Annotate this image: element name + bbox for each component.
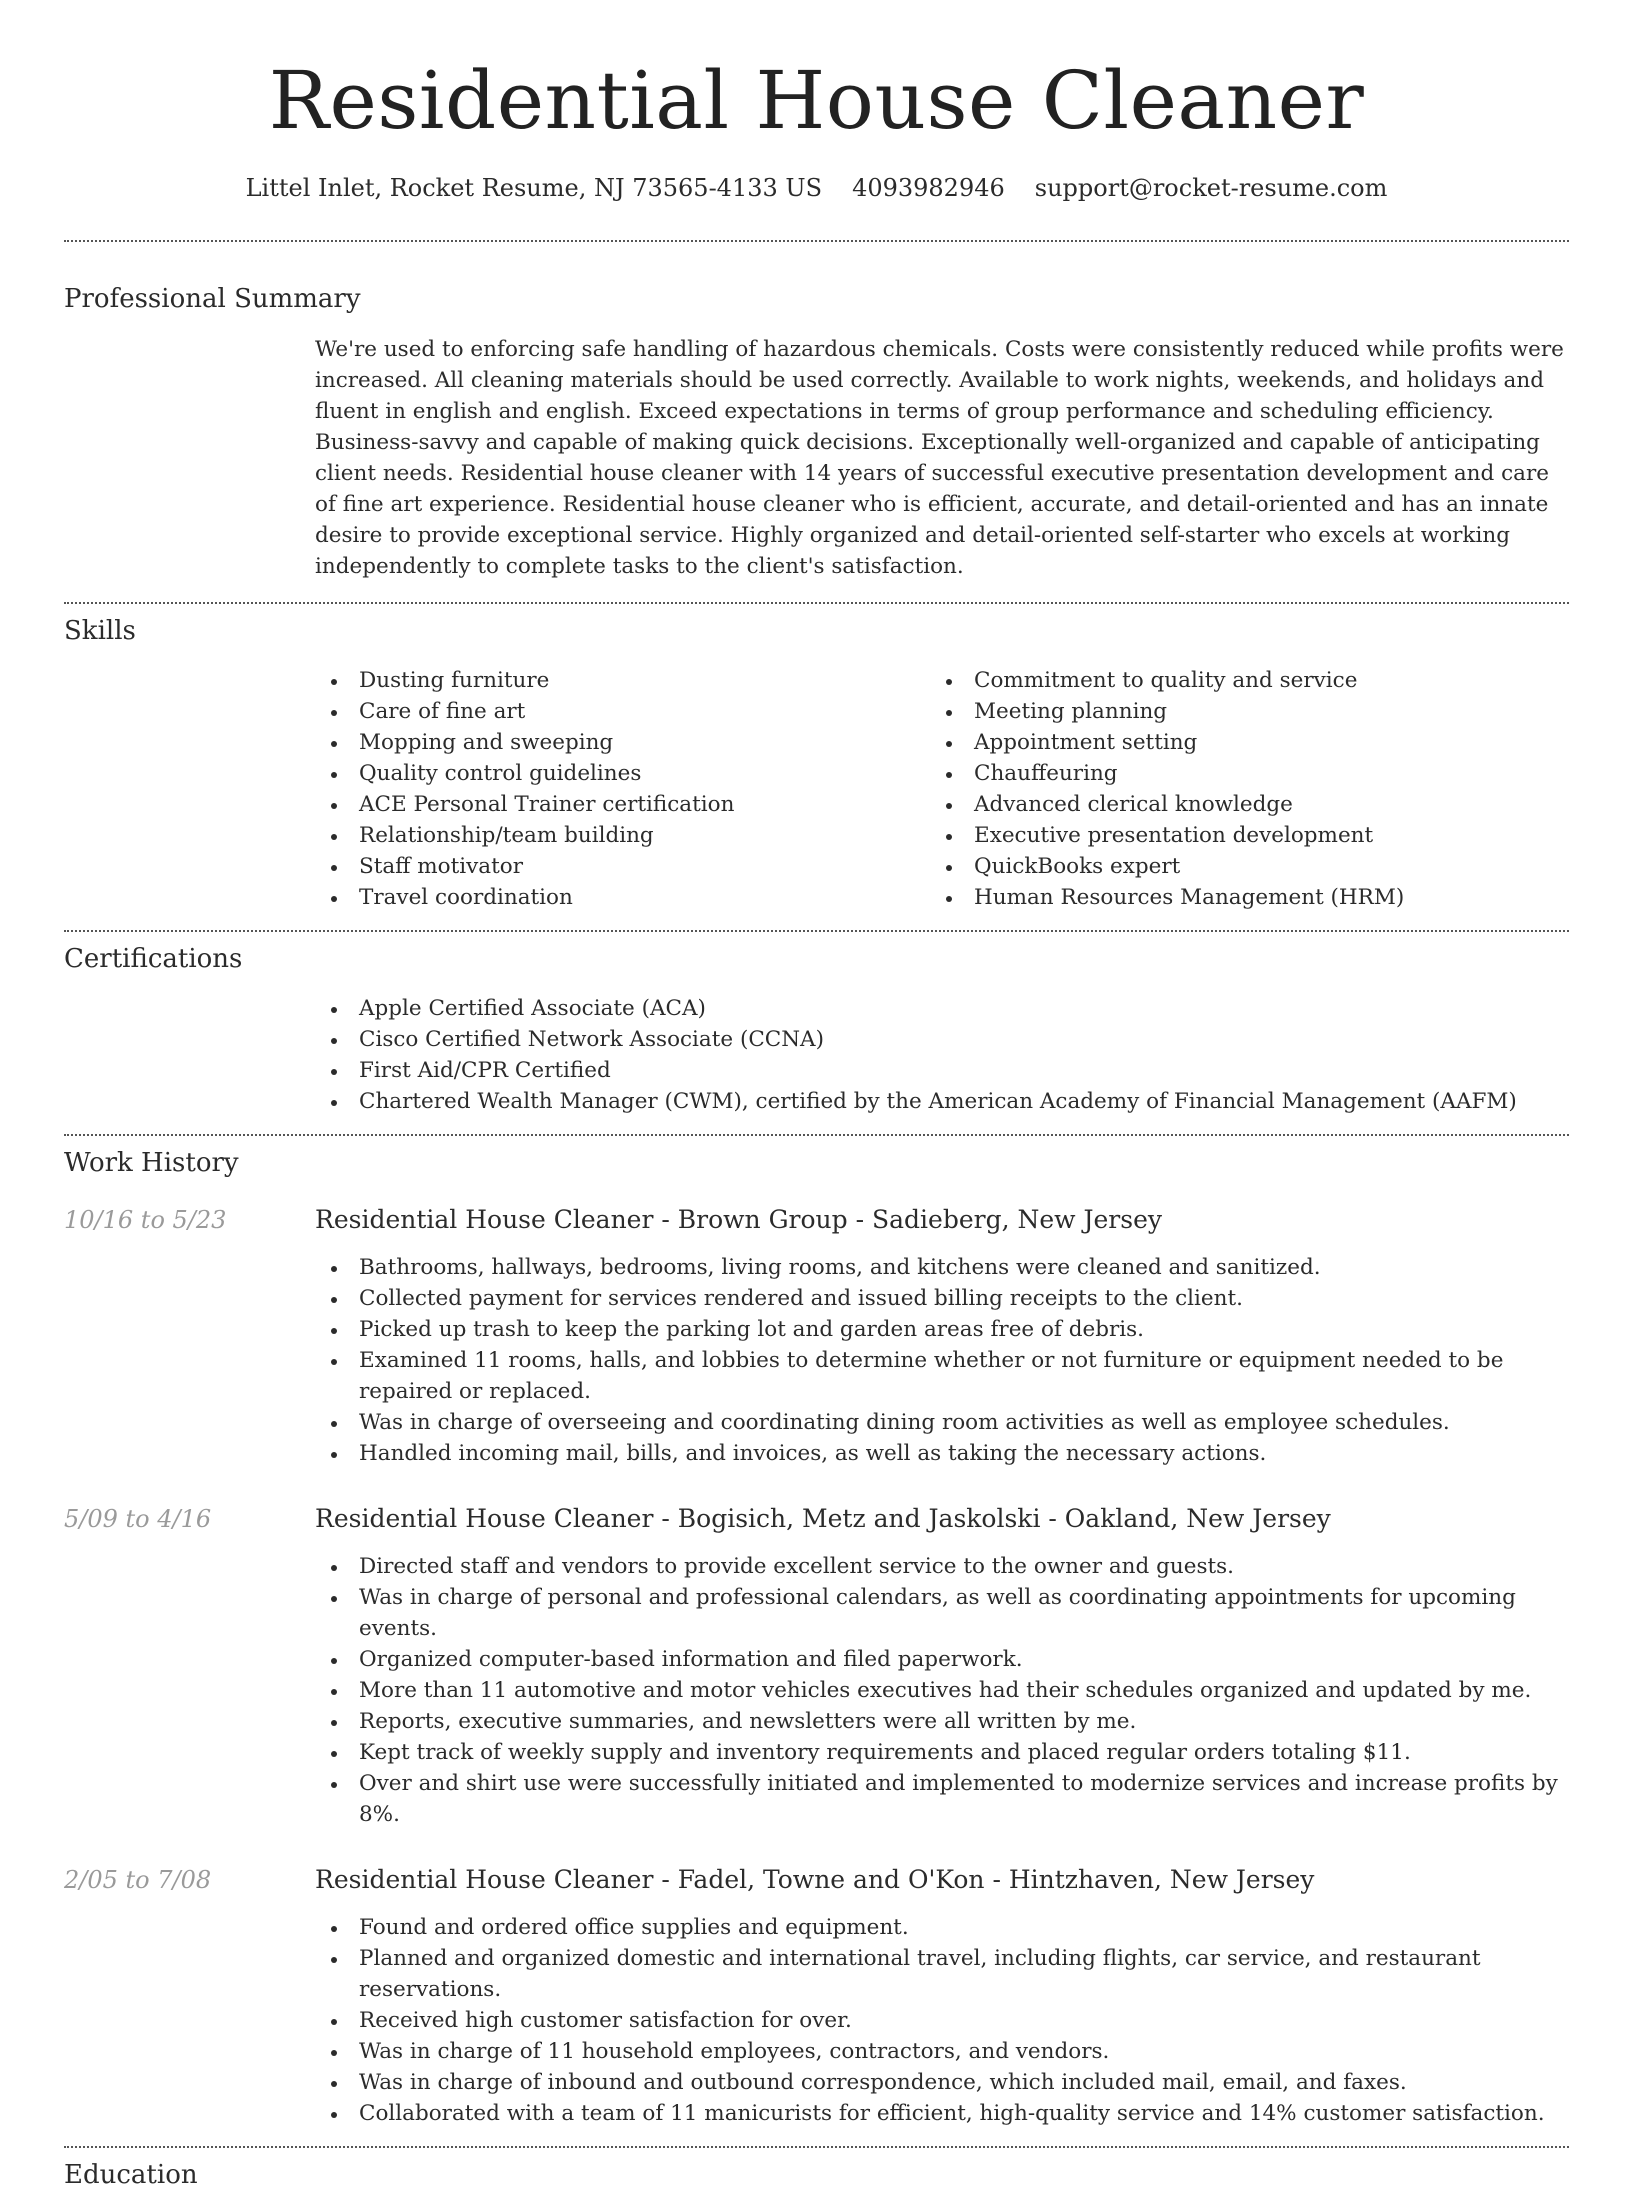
summary-section	[64, 282, 1569, 582]
work-history-section	[64, 1146, 1569, 2129]
skill-item: QuickBooks expert	[930, 851, 1545, 882]
skill-item: Relationship/team building	[315, 820, 930, 851]
contact-phone: 4093982946	[852, 174, 1005, 202]
skill-item: Dusting furniture	[315, 665, 930, 696]
certification-item: First Aid/CPR Certified	[315, 1055, 1569, 1086]
job-bullet: Collaborated with a team of 11 manicurists for efficient, high-quality service and 14% customer satisfaction.	[315, 2098, 1569, 2129]
job-dates: 2/05 to 7/08	[64, 1866, 212, 1894]
contact-line	[64, 172, 1569, 204]
job-bullet: Was in charge of overseeing and coordinating dining room activities as well as employee schedules.	[315, 1407, 1569, 1438]
skill-item: Quality control guidelines	[315, 758, 930, 789]
job-bullet: Bathrooms, hallways, bedrooms, living rooms, and kitchens were cleaned and sanitized.	[315, 1252, 1569, 1283]
job-dates: 10/16 to 5/23	[64, 1206, 227, 1234]
skills-grid	[315, 665, 1569, 913]
job-title: Residential House Cleaner - Bogisich, Metz and Jaskolski - Oakland, New Jersey	[315, 1504, 1331, 1533]
job-bullet: Examined 11 rooms, halls, and lobbies to determine whether or not furniture or equipment needed to be repaired or replaced.	[315, 1345, 1569, 1407]
job-header	[64, 1863, 1569, 1897]
job-bullet: Found and ordered office supplies and equipment.	[315, 1912, 1569, 1943]
skill-item: Mopping and sweeping	[315, 727, 930, 758]
job-bullets	[315, 1252, 1569, 1469]
skill-item: Advanced clerical knowledge	[930, 789, 1545, 820]
job-bullet: Reports, executive summaries, and newsletters were all written by me.	[315, 1706, 1569, 1737]
job-dates: 5/09 to 4/16	[64, 1505, 212, 1533]
education-title: Education	[64, 2160, 198, 2190]
job-bullet: Planned and organized domestic and international travel, including flights, car service, and restaurant reservations.	[315, 1943, 1569, 2005]
job-bullet: Directed staff and vendors to provide excellent service to the owner and guests.	[315, 1551, 1569, 1582]
divider	[64, 1134, 1569, 1136]
job-bullet: Was in charge of 11 household employees, contractors, and vendors.	[315, 2036, 1569, 2067]
job-bullet: Kept track of weekly supply and inventory requirements and placed regular orders totaling $11.	[315, 1737, 1569, 1768]
skills-title: Skills	[64, 616, 136, 646]
contact-email: support@rocket-resume.com	[1034, 174, 1388, 202]
skill-item: Appointment setting	[930, 727, 1545, 758]
skill-item: Staff motivator	[315, 851, 930, 882]
skill-item: Executive presentation development	[930, 820, 1545, 851]
certification-item: Chartered Wealth Manager (CWM), certified by the American Academy of Financial Management (AAFM)	[315, 1086, 1569, 1117]
divider	[64, 2146, 1569, 2148]
skill-item: Travel coordination	[315, 882, 930, 913]
certification-item: Apple Certified Associate (ACA)	[315, 993, 1569, 1024]
job-bullet: Was in charge of inbound and outbound correspondence, which included mail, email, and faxes.	[315, 2067, 1569, 2098]
resume-name: Residential House Cleaner	[268, 54, 1365, 147]
resume-page	[64, 0, 1569, 2190]
divider	[64, 602, 1569, 604]
work-history-title: Work History	[64, 1148, 239, 1178]
divider	[64, 930, 1569, 932]
job-bullet: More than 11 automotive and motor vehicles executives had their schedules organized and updated by me.	[315, 1675, 1569, 1706]
job-title: Residential House Cleaner - Fadel, Towne and O'Kon - Hintzhaven, New Jersey	[315, 1865, 1315, 1894]
skills-section	[64, 614, 1569, 913]
job-bullet: Picked up trash to keep the parking lot and garden areas free of debris.	[315, 1314, 1569, 1345]
skill-item: Human Resources Management (HRM)	[930, 882, 1545, 913]
job-bullet: Received high customer satisfaction for over.	[315, 2005, 1569, 2036]
certifications-list	[315, 993, 1569, 1117]
contact-address: Littel Inlet, Rocket Resume, NJ 73565-4133 US	[245, 174, 823, 202]
skills-list-right	[930, 665, 1545, 913]
job-entry	[64, 1203, 1569, 1469]
job-bullets	[315, 1912, 1569, 2129]
skill-item: Care of fine art	[315, 696, 930, 727]
job-bullet: Handled incoming mail, bills, and invoices, as well as taking the necessary actions.	[315, 1438, 1569, 1469]
job-entry	[64, 1863, 1569, 2129]
job-bullet: Was in charge of personal and professional calendars, as well as coordinating appointments for upcoming events.	[315, 1582, 1569, 1644]
summary-title: Professional Summary	[64, 284, 361, 314]
job-bullet: Collected payment for services rendered and issued billing receipts to the client.	[315, 1283, 1569, 1314]
certifications-title: Certifications	[64, 944, 243, 974]
job-entry	[64, 1502, 1569, 1830]
job-title: Residential House Cleaner - Brown Group - Sadieberg, New Jersey	[315, 1205, 1163, 1234]
certification-item: Cisco Certified Network Associate (CCNA)	[315, 1024, 1569, 1055]
job-bullets	[315, 1551, 1569, 1830]
certifications-section	[64, 942, 1569, 1117]
skills-list-left	[315, 665, 930, 913]
education-section	[64, 2158, 1569, 2192]
job-header	[64, 1502, 1569, 1536]
skill-item: Meeting planning	[930, 696, 1545, 727]
job-header	[64, 1203, 1569, 1237]
summary-text: We're used to enforcing safe handling of hazardous chemicals. Costs were consistently reduced while profits were increased. All cleaning materials should be used correctly. Available to work nights, weekends, and holidays and fluent in english and english. Exceed expectations in terms of group performance and scheduling efficiency. Business-savvy and capable of making quick decisions. Exceptionally well-organized and capable of anticipating client needs. Residential house cleaner with 14 years of successful executive presentation development and care of fine art experience. Residential house cleaner who is efficient, accurate, and detail-oriented and has an innate desire to provide exceptional service. Highly organized and detail-oriented self-starter who excels at working independently to complete tasks to the client's satisfaction.	[315, 337, 1564, 579]
job-bullet: Over and shirt use were successfully initiated and implemented to modernize services and increase profits by 8%.	[315, 1768, 1569, 1830]
skill-item: Chauffeuring	[930, 758, 1545, 789]
skill-item: ACE Personal Trainer certification	[315, 789, 930, 820]
job-bullet: Organized computer-based information and filed paperwork.	[315, 1644, 1569, 1675]
divider	[64, 240, 1569, 242]
skill-item: Commitment to quality and service	[930, 665, 1545, 696]
